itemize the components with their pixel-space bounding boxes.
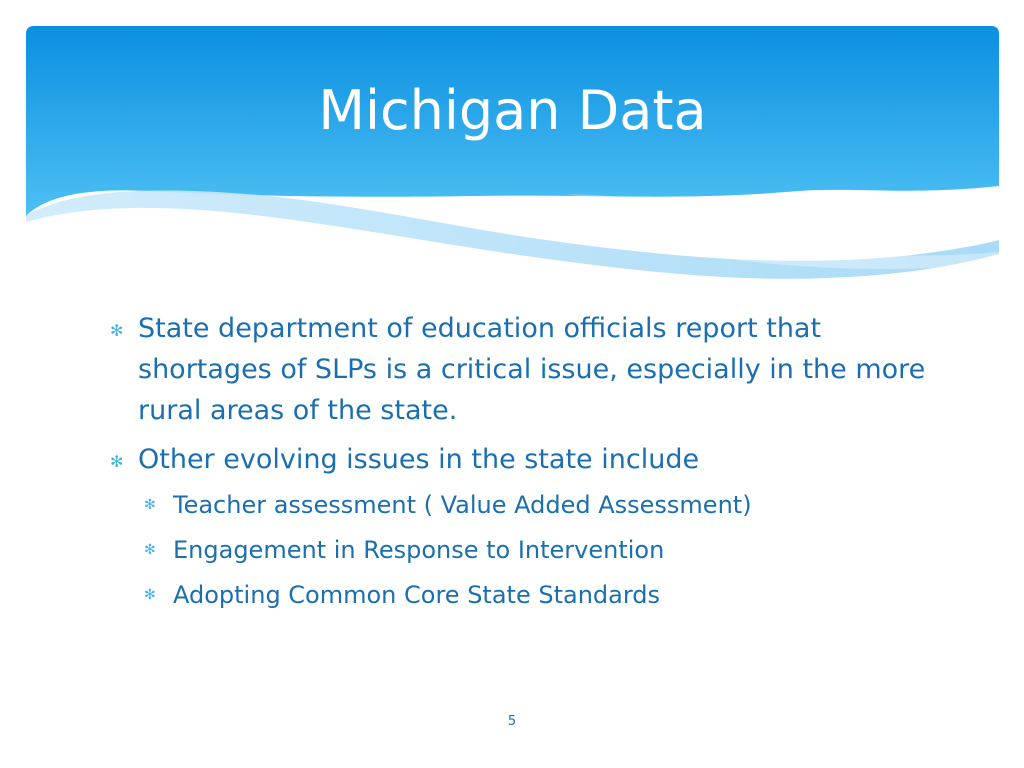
sub-bullet-text: Teacher assessment ( Value Added Assessment) [173,491,752,519]
asterisk-icon: ✻ [110,452,124,471]
page-number: 5 [507,714,517,729]
asterisk-icon: ✻ [144,542,156,558]
sub-bullet-item [144,488,930,522]
bullet-text: State department of education officials report that shortages of SLPs is a critical issue, especially in the more rural areas of the state. [138,313,926,426]
bullet-text: Other evolving issues in the state include [138,444,700,475]
sub-bullet-text: Adopting Common Core State Standards [173,581,661,609]
header-banner [26,26,999,296]
slide-title: Michigan Data [318,79,707,142]
sub-bullet-item [144,533,930,567]
asterisk-icon: ✻ [144,497,156,513]
sub-bullet-text: Engagement in Response to Intervention [173,536,665,564]
sub-bullet-item [144,578,930,612]
bullet-item [110,308,930,431]
header-wave-graphic [26,26,999,296]
bullet-list [110,308,930,623]
asterisk-icon: ✻ [110,321,124,340]
asterisk-icon: ✻ [144,587,156,603]
bullet-item [110,439,930,480]
